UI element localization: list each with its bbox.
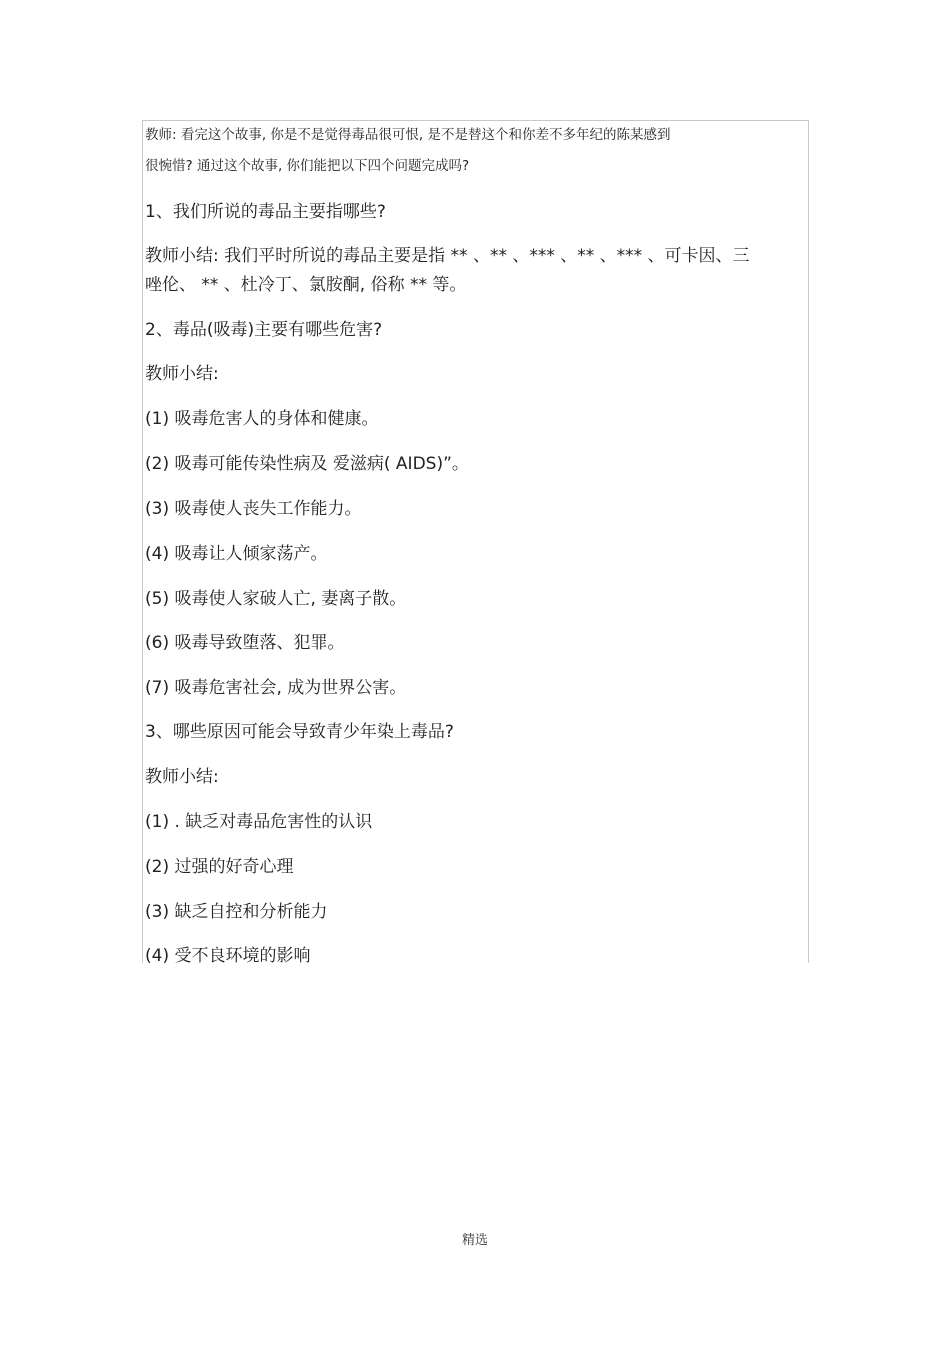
harm-item: (5) 吸毒使人家破人亡, 妻离子散。 — [145, 589, 407, 609]
question-1-summary-line-1: 教师小结: 我们平时所说的毒品主要是指 ** 、** 、*** 、** 、*** 、可卡因、三 — [145, 246, 750, 266]
intro-line-1: 教师: 看完这个故事, 你是不是觉得毒品很可恨, 是不是替这个和你差不多年纪的陈某感到 — [145, 127, 671, 143]
harm-item: (1) 吸毒危害人的身体和健康。 — [145, 409, 379, 429]
cause-item: (1) . 缺乏对毒品危害性的认识 — [145, 812, 373, 832]
question-2-title: 2、毒品(吸毒)主要有哪些危害? — [145, 320, 383, 340]
harm-item: (6) 吸毒导致堕落、犯罪。 — [145, 633, 345, 653]
question-1-title: 1、我们所说的毒品主要指哪些? — [145, 202, 386, 222]
cause-item: (4) 受不良环境的影响 — [145, 946, 311, 966]
harm-item: (4) 吸毒让人倾家荡产。 — [145, 544, 328, 564]
question-2-summary-label: 教师小结: — [145, 364, 219, 384]
harm-item: (7) 吸毒危害社会, 成为世界公害。 — [145, 678, 407, 698]
harm-item: (3) 吸毒使人丧失工作能力。 — [145, 499, 362, 519]
question-3-summary-label: 教师小结: — [145, 767, 219, 787]
cause-item: (2) 过强的好奇心理 — [145, 857, 294, 877]
question-3-title: 3、哪些原因可能会导致青少年染上毒品? — [145, 722, 454, 742]
harm-item: (2) 吸毒可能传染性病及 爱滋病( AIDS)”。 — [145, 454, 469, 474]
question-1-summary-line-2: 唑伦、 ** 、杜冷丁、氯胺酮, 俗称 ** 等。 — [145, 275, 467, 295]
footer-label: 精选 — [461, 1233, 488, 1248]
intro-line-2: 很惋惜? 通过这个故事, 你们能把以下四个问题完成吗? — [145, 158, 470, 174]
cause-item: (3) 缺乏自控和分析能力 — [145, 902, 328, 922]
